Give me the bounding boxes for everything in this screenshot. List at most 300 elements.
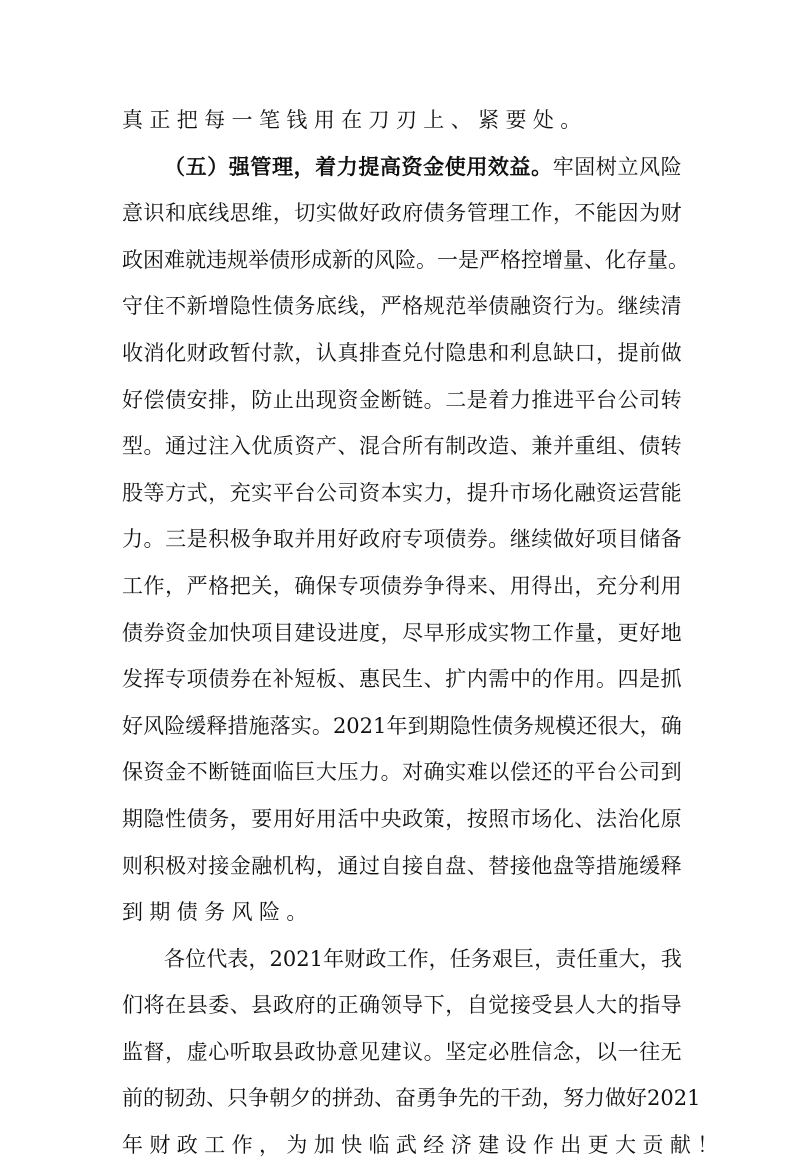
text-glyph: 年 — [386, 713, 408, 738]
text-glyph: 临 — [368, 1133, 390, 1158]
text-glyph: 制 — [445, 434, 467, 459]
text-glyph: 债 — [176, 900, 198, 925]
text-glyph: 增 — [542, 247, 563, 272]
text-glyph: 在 — [251, 667, 273, 692]
text-glyph: 融 — [574, 480, 596, 505]
text-glyph: 献 — [669, 1133, 691, 1158]
text-glyph: 平 — [574, 760, 596, 785]
text-glyph: 加 — [313, 1133, 335, 1158]
text-glyph: 县 — [186, 993, 208, 1018]
heading-glyph: 五 — [185, 153, 207, 179]
text-glyph: 取 — [251, 1039, 273, 1064]
text-glyph: 实 — [251, 480, 273, 505]
text-glyph: 链 — [402, 387, 424, 412]
text-glyph: 目 — [617, 527, 639, 552]
text-glyph: 施 — [617, 853, 639, 878]
text-glyph: ， — [258, 1133, 280, 1158]
text-glyph: 止 — [272, 387, 294, 412]
text-glyph: 、 — [337, 434, 359, 459]
text-glyph: 市 — [509, 806, 531, 831]
heading-glyph: 力 — [336, 153, 358, 179]
text-glyph: 很 — [597, 713, 619, 738]
text-glyph: 等 — [143, 480, 165, 505]
text-glyph: 、 — [229, 993, 251, 1018]
text-glyph: ， — [428, 946, 450, 971]
text-glyph: 力 — [359, 760, 381, 785]
text-glyph: 责 — [555, 946, 577, 971]
text-glyph: 清 — [660, 294, 682, 319]
text-glyph: ， — [229, 387, 251, 412]
text-glyph: 大 — [596, 993, 618, 1018]
text-glyph: 人 — [574, 993, 596, 1018]
text-glyph: ， — [294, 340, 316, 365]
text-glyph: ， — [229, 806, 251, 831]
text-glyph: 做 — [660, 340, 682, 365]
text-glyph: 用 — [313, 108, 335, 132]
text-glyph: 识 — [143, 201, 165, 226]
text-glyph: 工 — [386, 946, 408, 971]
text-glyph: 的 — [353, 247, 374, 272]
text-glyph: 、 — [617, 434, 639, 459]
text-glyph: 策 — [423, 806, 445, 831]
body-line-16 — [122, 796, 682, 843]
text-glyph: 措 — [227, 713, 249, 738]
text-glyph: 。 — [311, 713, 333, 738]
text-glyph: 好 — [639, 620, 661, 645]
text-glyph: 设 — [315, 620, 337, 645]
text-glyph: 险 — [660, 154, 682, 179]
text-glyph: 平 — [272, 480, 294, 505]
text-glyph: 。 — [423, 387, 445, 412]
text-glyph: 用 — [315, 527, 337, 552]
text-glyph: 劲 — [521, 1086, 542, 1111]
text-glyph: 县 — [272, 1039, 294, 1064]
heading-glyph: 着 — [315, 153, 337, 179]
text-glyph: 缓 — [639, 853, 661, 878]
text-glyph: 作 — [532, 1133, 554, 1158]
text-glyph: 自 — [380, 853, 402, 878]
text-glyph: 作 — [552, 667, 574, 692]
text-glyph: 勇 — [416, 1086, 437, 1111]
text-glyph: 范 — [445, 294, 467, 319]
text-glyph: 严 — [380, 294, 402, 319]
text-glyph: 进 — [337, 620, 359, 645]
text-glyph: 定 — [466, 1039, 488, 1064]
text-glyph: 2021 — [647, 1086, 701, 1111]
text-glyph: 财 — [149, 1133, 171, 1158]
text-glyph: 用 — [509, 573, 531, 598]
text-glyph: 法 — [596, 806, 618, 831]
text-glyph: 项 — [423, 527, 445, 552]
text-glyph: 实 — [445, 760, 467, 785]
text-glyph: 隐 — [229, 294, 251, 319]
text-glyph: 期 — [122, 806, 143, 831]
text-glyph: 营 — [639, 480, 661, 505]
text-glyph: 领 — [380, 993, 402, 1018]
text-glyph: 券 — [402, 573, 424, 598]
text-glyph: 场 — [531, 806, 553, 831]
text-glyph: 物 — [509, 620, 531, 645]
text-glyph: 钱 — [286, 108, 308, 132]
text-glyph: 务 — [513, 713, 535, 738]
text-glyph: 加 — [208, 620, 230, 645]
text-glyph: 场 — [531, 480, 553, 505]
text-glyph: 拼 — [332, 1086, 353, 1111]
text-glyph: 积 — [143, 853, 165, 878]
text-glyph: 、 — [423, 667, 445, 692]
text-glyph: 专 — [402, 527, 424, 552]
text-glyph: 量 — [563, 247, 584, 272]
text-glyph: 压 — [337, 760, 359, 785]
text-glyph: 继 — [617, 294, 639, 319]
text-glyph: 造 — [488, 434, 510, 459]
text-glyph: 县 — [251, 993, 273, 1018]
text-glyph: 、 — [509, 434, 531, 459]
body-line-7 — [122, 377, 682, 424]
text-glyph: 在 — [165, 993, 187, 1018]
body-line-10 — [122, 516, 682, 563]
text-glyph: 提 — [466, 480, 488, 505]
text-glyph: ， — [248, 946, 270, 971]
text-glyph: 力 — [122, 527, 143, 552]
text-glyph: 对 — [186, 853, 208, 878]
text-glyph: 线 — [337, 294, 359, 319]
text-glyph: 债 — [423, 201, 445, 226]
text-glyph: ， — [542, 1086, 563, 1111]
text-glyph: 公 — [617, 387, 639, 412]
text-glyph: 债 — [639, 434, 661, 459]
text-glyph: 切 — [294, 201, 316, 226]
text-glyph: 上 — [423, 108, 445, 132]
text-glyph: 平 — [574, 387, 596, 412]
text-glyph: 券 — [466, 527, 488, 552]
text-glyph: 消 — [143, 340, 165, 365]
text-glyph: 一 — [617, 1039, 639, 1064]
text-glyph: 住 — [143, 294, 165, 319]
text-glyph: 听 — [229, 1039, 251, 1064]
text-glyph: 不 — [574, 201, 596, 226]
text-glyph: 公 — [617, 760, 639, 785]
text-glyph: 、 — [584, 247, 605, 272]
text-glyph: 分 — [617, 573, 639, 598]
text-glyph: ， — [380, 620, 402, 645]
text-glyph: 政 — [272, 993, 294, 1018]
text-glyph: 资 — [294, 434, 316, 459]
text-glyph: 市 — [509, 480, 531, 505]
text-glyph: 续 — [639, 294, 661, 319]
text-glyph: 争 — [251, 527, 273, 552]
text-glyph: 接 — [208, 853, 230, 878]
text-glyph: 固 — [574, 154, 596, 179]
text-glyph: 关 — [251, 573, 273, 598]
body-line-9 — [122, 470, 682, 517]
text-glyph: 并 — [552, 434, 574, 459]
text-glyph: 力 — [423, 480, 445, 505]
text-glyph: 务 — [445, 201, 467, 226]
text-glyph: 政 — [402, 806, 424, 831]
text-glyph: 出 — [294, 387, 316, 412]
text-glyph: 争 — [248, 1086, 269, 1111]
text-glyph: 四 — [617, 667, 639, 692]
text-glyph: 作 — [143, 573, 165, 598]
text-glyph: 的 — [552, 760, 574, 785]
text-glyph: 民 — [380, 667, 402, 692]
body-line-1 — [122, 97, 682, 144]
text-glyph: 。 — [143, 434, 165, 459]
text-glyph: 排 — [208, 387, 230, 412]
text-glyph: 协 — [315, 1039, 337, 1064]
closing-paragraph-line-4 — [122, 1075, 701, 1122]
text-glyph: 盘 — [445, 853, 467, 878]
heading-glyph: 使 — [444, 153, 466, 179]
text-glyph: 、 — [337, 667, 359, 692]
text-glyph: 年 — [122, 1133, 143, 1158]
text-glyph: 保 — [122, 760, 143, 785]
text-glyph: 好 — [122, 387, 143, 412]
text-glyph: 内 — [466, 667, 488, 692]
text-glyph: 发 — [122, 667, 143, 692]
text-glyph: 债 — [122, 620, 143, 645]
text-glyph: 奋 — [395, 1086, 416, 1111]
text-glyph: 兑 — [402, 340, 424, 365]
text-glyph: 指 — [639, 993, 661, 1018]
text-glyph: 确 — [660, 713, 682, 738]
text-glyph: 夕 — [290, 1086, 311, 1111]
text-glyph: 。 — [416, 247, 437, 272]
text-glyph: 。 — [668, 247, 689, 272]
text-glyph: 惠 — [359, 667, 381, 692]
text-glyph: 是 — [458, 247, 479, 272]
text-glyph: 督 — [143, 1039, 165, 1064]
heading-glyph: 提 — [358, 153, 380, 179]
text-glyph: 能 — [596, 201, 618, 226]
body-line-3 — [122, 190, 682, 237]
heading-glyph: 理 — [271, 153, 293, 179]
text-glyph: 争 — [423, 573, 445, 598]
text-glyph: ， — [315, 853, 337, 878]
text-glyph: 确 — [359, 993, 381, 1018]
text-glyph: 替 — [488, 853, 510, 878]
text-glyph: 资 — [359, 480, 381, 505]
text-glyph: 资 — [337, 387, 359, 412]
text-glyph: 的 — [311, 1086, 332, 1111]
text-glyph: 着 — [488, 387, 510, 412]
text-glyph: 是 — [466, 387, 488, 412]
text-glyph: 化 — [605, 247, 626, 272]
text-glyph: 到 — [660, 760, 682, 785]
text-glyph: 真 — [122, 108, 143, 132]
text-glyph: ， — [165, 573, 187, 598]
closing-paragraph-line-3 — [122, 1029, 682, 1076]
text-glyph: 。 — [596, 294, 618, 319]
text-glyph: ， — [359, 294, 381, 319]
text-glyph: 做 — [605, 1086, 626, 1111]
text-glyph: 积 — [208, 527, 230, 552]
text-glyph: 好 — [337, 527, 359, 552]
text-glyph: 性 — [165, 806, 187, 831]
text-glyph: 台 — [294, 480, 316, 505]
text-glyph: 接 — [509, 853, 531, 878]
text-glyph: 化 — [552, 480, 574, 505]
text-glyph: 债 — [269, 247, 290, 272]
text-glyph: 查 — [380, 340, 402, 365]
text-glyph: 往 — [639, 1039, 661, 1064]
heading-glyph: 资 — [401, 153, 423, 179]
text-glyph: 底 — [186, 201, 208, 226]
text-glyph: 释 — [206, 713, 228, 738]
text-glyph: 取 — [272, 527, 294, 552]
text-glyph: 资 — [531, 294, 553, 319]
text-glyph: 过 — [186, 434, 208, 459]
text-glyph: 释 — [660, 853, 682, 878]
text-glyph: 心 — [208, 1039, 230, 1064]
text-glyph: 推 — [531, 387, 553, 412]
text-glyph: 风 — [143, 713, 165, 738]
text-glyph: 线 — [208, 201, 230, 226]
text-glyph: 艰 — [491, 946, 513, 971]
text-glyph: 快 — [229, 620, 251, 645]
text-glyph: ， — [165, 1039, 187, 1064]
text-glyph: 务 — [204, 900, 226, 925]
text-glyph: 导 — [402, 993, 424, 1018]
text-glyph: 工 — [122, 573, 143, 598]
text-glyph: 控 — [521, 247, 542, 272]
text-glyph: 有 — [423, 434, 445, 459]
text-glyph: 的 — [315, 993, 337, 1018]
text-glyph: 目 — [272, 620, 294, 645]
text-glyph: 偿 — [143, 387, 165, 412]
text-glyph: 资 — [165, 620, 187, 645]
text-glyph: 实 — [290, 713, 312, 738]
text-glyph: 作 — [531, 201, 553, 226]
text-glyph: 形 — [445, 620, 467, 645]
text-glyph: 。 — [286, 900, 308, 925]
text-glyph: ， — [639, 946, 661, 971]
text-glyph: 工 — [509, 201, 531, 226]
text-glyph: 不 — [165, 294, 187, 319]
text-glyph: 规 — [423, 294, 445, 319]
text-glyph: 规 — [534, 713, 556, 738]
text-glyph: 性 — [470, 713, 492, 738]
closing-paragraph-line-1 — [122, 936, 682, 983]
text-glyph: 中 — [359, 806, 381, 831]
text-glyph: 我 — [660, 946, 682, 971]
text-glyph: 正 — [149, 108, 171, 132]
text-glyph: ， — [639, 713, 661, 738]
text-glyph: 所 — [402, 434, 424, 459]
text-glyph: 本 — [380, 480, 402, 505]
text-glyph: ， — [552, 201, 574, 226]
text-glyph: 务 — [470, 946, 492, 971]
text-glyph: 期 — [428, 713, 450, 738]
text-glyph: 的 — [143, 1086, 164, 1111]
text-glyph: 专 — [165, 667, 187, 692]
heading-glyph: 高 — [379, 153, 401, 179]
text-glyph: 牢 — [552, 154, 574, 179]
body-line-14 — [122, 703, 682, 750]
text-glyph: 重 — [574, 434, 596, 459]
text-glyph: 以 — [488, 760, 510, 785]
text-glyph: 排 — [359, 340, 381, 365]
text-glyph: 链 — [229, 760, 251, 785]
text-glyph: 险 — [395, 247, 416, 272]
text-glyph: 代 — [206, 946, 228, 971]
text-glyph: 构 — [294, 853, 316, 878]
text-glyph: 设 — [505, 1133, 527, 1158]
text-glyph: 政 — [380, 201, 402, 226]
text-glyph: 得 — [445, 573, 467, 598]
text-glyph: 大 — [618, 946, 640, 971]
text-glyph: 大 — [618, 713, 640, 738]
text-glyph: 议 — [402, 1039, 424, 1064]
text-glyph: 债 — [445, 527, 467, 552]
text-glyph: 确 — [423, 760, 445, 785]
text-glyph: 券 — [229, 667, 251, 692]
body-line-15 — [122, 749, 682, 796]
text-glyph: 备 — [660, 527, 682, 552]
text-glyph: 无 — [660, 1039, 682, 1064]
text-glyph: 管 — [466, 201, 488, 226]
text-glyph: 把 — [176, 108, 198, 132]
text-glyph: 任 — [576, 946, 598, 971]
text-glyph: 台 — [596, 387, 618, 412]
text-glyph: 不 — [186, 760, 208, 785]
text-glyph: 过 — [359, 853, 381, 878]
text-glyph: 项 — [251, 620, 273, 645]
text-glyph: 到 — [122, 900, 143, 925]
text-glyph: ， — [596, 340, 618, 365]
text-glyph: 们 — [122, 993, 143, 1018]
text-glyph: 扩 — [445, 667, 467, 692]
text-glyph: 挥 — [143, 667, 165, 692]
text-glyph: 要 — [505, 108, 527, 132]
text-glyph: 一 — [437, 247, 458, 272]
text-glyph: 将 — [143, 993, 165, 1018]
text-glyph: 险 — [164, 713, 186, 738]
text-glyph: 做 — [337, 201, 359, 226]
text-glyph: 、 — [574, 806, 596, 831]
text-glyph: 入 — [229, 434, 251, 459]
text-glyph: 用 — [315, 806, 337, 831]
text-glyph: 升 — [488, 480, 510, 505]
text-glyph: 意 — [337, 1039, 359, 1064]
text-glyph: 抓 — [660, 667, 682, 692]
text-glyph: 息 — [531, 340, 553, 365]
text-glyph: 组 — [596, 434, 618, 459]
text-glyph: 风 — [374, 247, 395, 272]
text-glyph: 大 — [615, 1133, 637, 1158]
text-glyph: 好 — [294, 806, 316, 831]
text-glyph: 隐 — [449, 713, 471, 738]
text-glyph: 照 — [488, 806, 510, 831]
text-glyph: 好 — [574, 527, 596, 552]
heading-glyph: 用 — [466, 153, 488, 179]
text-glyph: 政 — [176, 1133, 198, 1158]
text-glyph: 注 — [208, 434, 230, 459]
body-line-6 — [122, 330, 682, 377]
text-glyph: 产 — [315, 434, 337, 459]
body-line-13 — [122, 656, 682, 703]
text-glyph: 方 — [165, 480, 187, 505]
text-glyph: 新 — [186, 294, 208, 319]
text-glyph: 债 — [165, 387, 187, 412]
text-glyph: 建 — [380, 1039, 402, 1064]
text-glyph: 好 — [122, 713, 143, 738]
text-glyph: 、 — [488, 573, 510, 598]
text-glyph: 债 — [491, 713, 513, 738]
text-glyph: 重 — [597, 946, 619, 971]
text-glyph: 付 — [251, 340, 273, 365]
